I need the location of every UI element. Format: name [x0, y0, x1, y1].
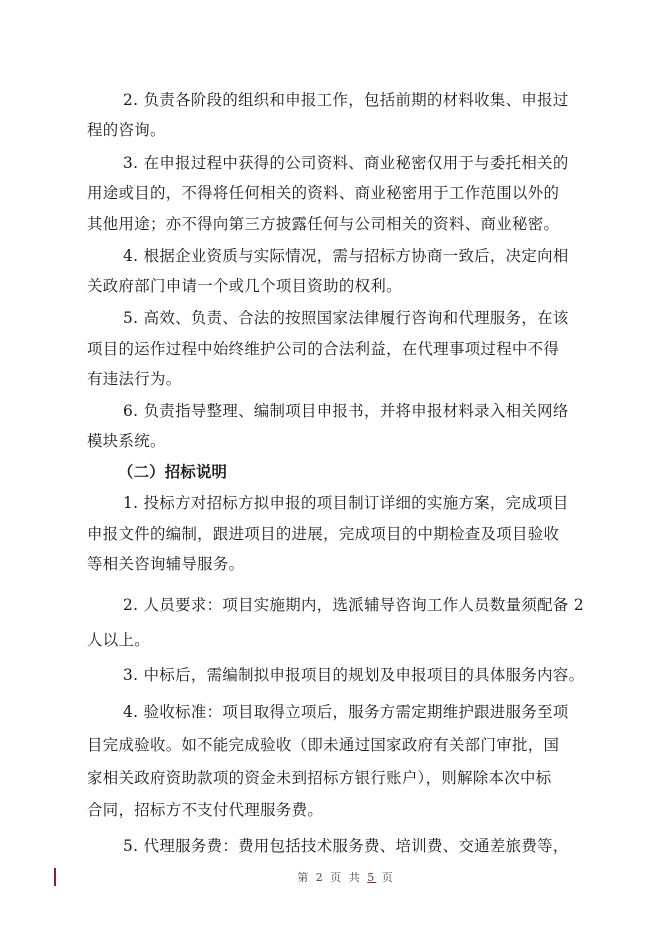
- text-line: 3. 在申报过程中获得的公司资料、商业秘密仅用于与委托相关的: [123, 154, 569, 172]
- text-line: 人以上。: [87, 631, 150, 649]
- text-line: 5. 高效、负责、合法的按照国家法律履行咨询和代理服务，在该: [123, 309, 569, 327]
- text-line: 目完成验收。如不能完成验收（即未通过国家政府有关部门审批，国: [87, 736, 560, 754]
- text-line: 其他用途；亦不得向第三方披露任何与公司相关的资料、商业秘密。: [87, 215, 560, 233]
- text-line: 等相关咨询辅导服务。: [87, 555, 245, 573]
- text-line: 1. 投标方对招标方拟申报的项目制订详细的实施方案，完成项目: [123, 494, 569, 512]
- text-line: 2. 人员要求：项目实施期内，选派辅导咨询工作人员数量须配备 2: [123, 596, 585, 614]
- text-line: 程的咨询。: [87, 121, 166, 139]
- text-line: 4. 验收标准：项目取得立项后，服务方需定期维护跟进服务至项: [123, 703, 569, 721]
- text-line: 申报文件的编制，跟进项目的进展，完成项目的中期检查及项目验收: [87, 525, 560, 543]
- text-line: 项目的运作过程中始终维护公司的合法利益，在代理事项过程中不得: [87, 340, 560, 358]
- text-line: 关政府部门申请一个或几个项目资助的权利。: [87, 277, 402, 295]
- text-line: 模块系统。: [87, 432, 166, 450]
- text-line: 3. 中标后，需编制拟申报项目的规划及申报项目的具体服务内容。: [123, 666, 585, 684]
- text-line: 家相关政府资助款项的资金未到招标方银行账户），则解除本次中标: [87, 769, 552, 787]
- text-line: 5. 代理服务费：费用包括技术服务费、培训费、交通差旅费等，: [123, 837, 569, 855]
- text-line: 有违法行为。: [87, 370, 182, 388]
- page-total: 5: [367, 871, 377, 884]
- page-number-prefix: 第 2 页 共: [297, 871, 368, 884]
- page-number-suffix: 页: [376, 871, 395, 884]
- text-line: 2. 负责各阶段的组织和申报工作，包括前期的材料收集、申报过: [123, 91, 569, 109]
- text-line: 合同，招标方不支付代理服务费。: [87, 801, 324, 819]
- text-line: 4. 根据企业资质与实际情况，需与招标方协商一致后，决定向相: [123, 247, 569, 265]
- section-heading: （二）招标说明: [118, 463, 228, 481]
- text-line: 6. 负责指导整理、编制项目申报书，并将申报材料录入相关网络: [123, 402, 569, 420]
- text-line: 用途或目的，不得将任何相关的资料、商业秘密用于工作范围以外的: [87, 184, 560, 202]
- page-footer: [0, 869, 662, 885]
